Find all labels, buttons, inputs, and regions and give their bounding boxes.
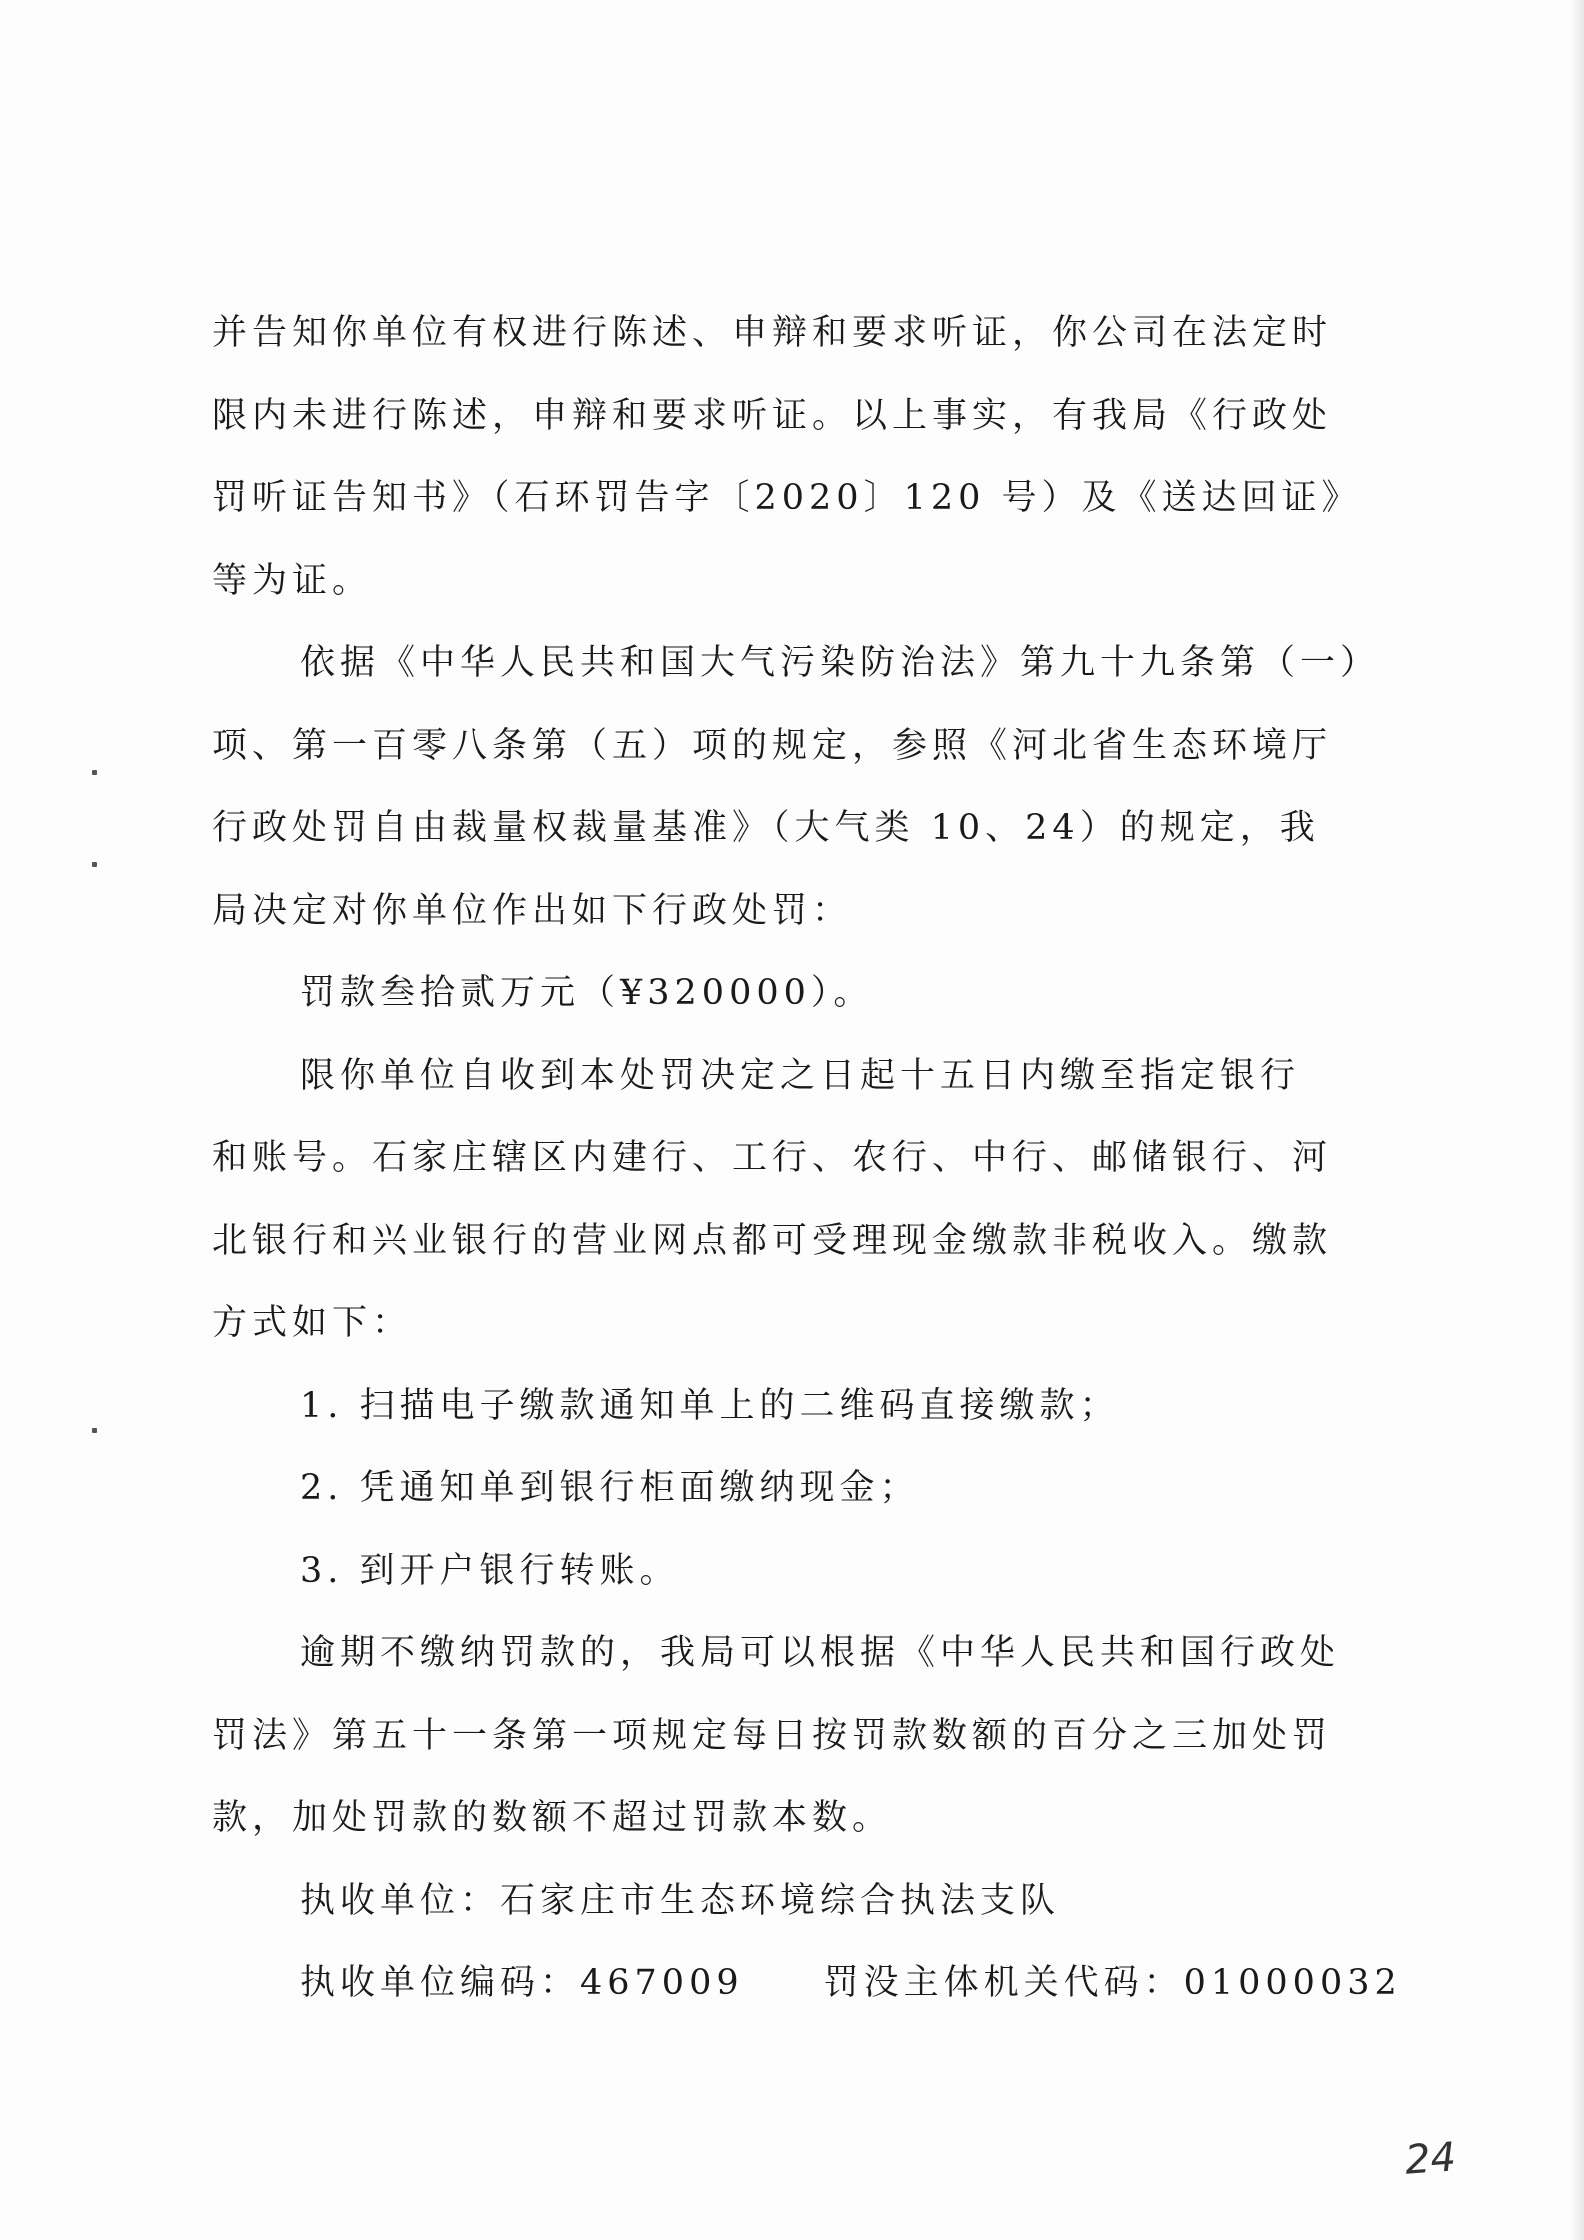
penalty-amount: 罚款叁拾贰万元（¥320000）。 <box>300 973 874 1013</box>
text-line: 行政处罚自由裁量权裁量基准》（大气类 10、24）的规定，我 <box>212 808 1320 848</box>
binding-hole-mark <box>92 862 97 867</box>
text-line: 等为证。 <box>212 560 373 601</box>
binding-hole-mark <box>92 770 97 775</box>
payment-method-1: 1. 扫描电子缴款通知单上的二维码直接缴款； <box>300 1385 1120 1426</box>
paragraph-late-penalty: 逾期不缴纳罚款的，我局可以根据《中华人民共和国行政处 <box>300 1633 1341 1673</box>
text-line: 并告知你单位有权进行陈述、申辩和要求听证，你公司在法定时 <box>212 313 1333 353</box>
paragraph-payment-deadline: 限你单位自收到本处罚决定之日起十五日内缴至指定银行 <box>300 1055 1301 1096</box>
payment-method-2: 2. 凭通知单到银行柜面缴纳现金； <box>300 1468 920 1508</box>
text-line: 罚法》第五十一条第一项规定每日按罚款数额的百分之三加处罚 <box>212 1715 1333 1756</box>
payment-method-3: 3. 到开户银行转账。 <box>300 1550 680 1591</box>
text-line: 北银行和兴业银行的营业网点都可受理现金缴款非税收入。缴款 <box>212 1220 1333 1261</box>
handwritten-page-number: 24 <box>1403 2134 1458 2184</box>
scan-edge-shadow <box>1570 0 1584 2240</box>
binding-hole-mark <box>92 1428 97 1433</box>
text-line: 项、第一百零八条第（五）项的规定，参照《河北省生态环境厅 <box>212 725 1333 766</box>
text-line: 方式如下： <box>212 1303 413 1343</box>
text-line: 款，加处罚款的数额不超过罚款本数。 <box>212 1798 893 1838</box>
paragraph-legal-basis: 依据《中华人民共和国大气污染防治法》第九十九条第（一） <box>300 643 1381 683</box>
text-line: 局决定对你单位作出如下行政处罚： <box>212 890 853 931</box>
collecting-unit-codes: 执收单位编码：467009 罚没主体机关代码：01000032 <box>300 1963 1402 2003</box>
text-line: 限内未进行陈述，申辩和要求听证。以上事实，有我局《行政处 <box>212 395 1333 436</box>
text-line: 罚听证告知书》（石环罚告字〔2020〕120 号）及《送达回证》 <box>212 478 1362 518</box>
document-body <box>212 292 1402 2025</box>
collecting-unit: 执收单位：石家庄市生态环境综合执法支队 <box>300 1880 1061 1921</box>
text-line: 和账号。石家庄辖区内建行、工行、农行、中行、邮储银行、河 <box>212 1138 1333 1178</box>
